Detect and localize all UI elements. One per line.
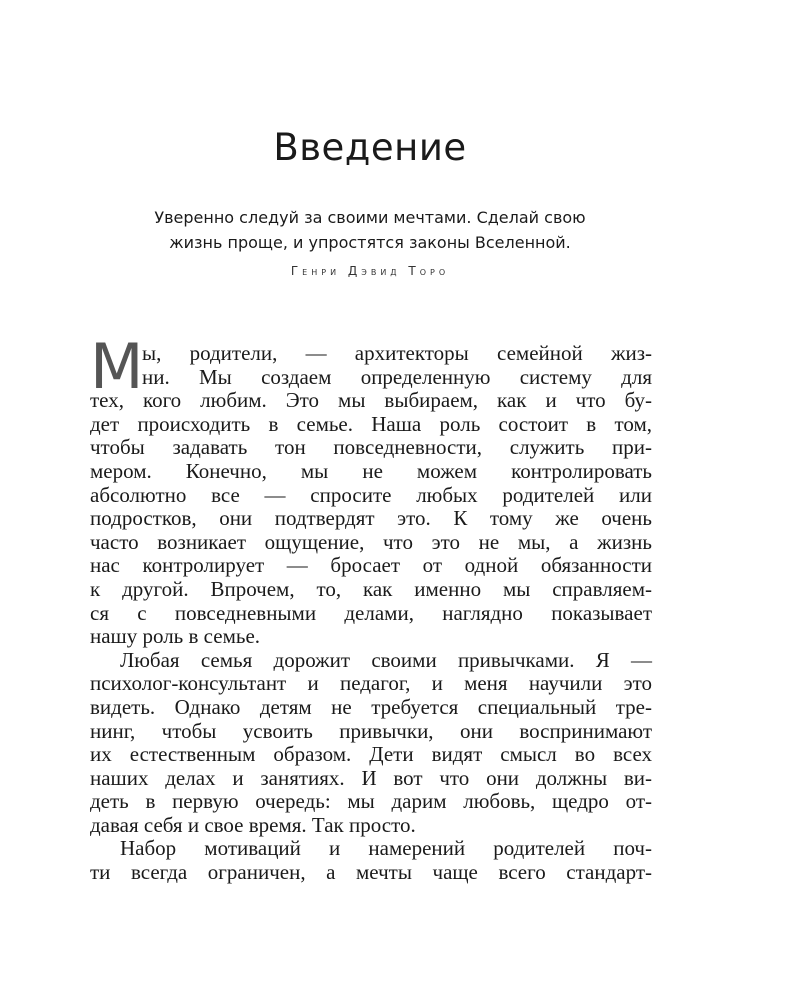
text-line: к другой. Впрочем, то, как именно мы справляем- [90, 576, 652, 601]
epigraph [100, 205, 640, 255]
text-line: тех, кого любим. Это мы выбираем, как и что бу- [90, 388, 652, 413]
text-line: ы, родители, — архитекторы семейной жиз- [142, 341, 652, 365]
epigraph-author: Генри Дэвид Торо [290, 264, 450, 278]
text-line: чтобы задавать тон повседневности, служить при- [90, 435, 652, 460]
drop-cap: М [90, 330, 144, 403]
text-line: подростков, они подтвердят это. К тому же очень [90, 506, 652, 531]
text-line: мером. Конечно, мы не можем контролировать [90, 458, 652, 483]
text-line: ти всегда ограничен, а мечты чаще всего стандарт- [90, 860, 652, 885]
text-line: дет происходить в семье. Наша роль состоит в том, [90, 411, 652, 436]
text-line: деть в первую очередь: мы дарим любовь, щедро от- [90, 789, 652, 814]
text-line: нас контролирует — бросает от одной обязанности [90, 553, 652, 578]
body-text [90, 330, 652, 885]
text-line: наших делах и занятиях. И вот что они должны ви- [90, 765, 652, 790]
text-line: видеть. Однако детям не требуется специальный тре- [90, 694, 652, 719]
text-line: нашу роль в семье. [90, 624, 261, 649]
text-line: ни. Мы создаем определенную систему для [142, 364, 652, 389]
text-line: психолог-консультант и педагог, и меня научили это [90, 671, 652, 696]
text-line: их естественным образом. Дети видят смысл во всех [90, 742, 652, 767]
text-line: ся с повседневными делами, наглядно показывает [90, 600, 652, 625]
text-line: нинг, чтобы усвоить привычки, они воспринимают [90, 718, 652, 743]
text-line: абсолютно все — спросите любых родителей или [90, 482, 652, 507]
chapter-title: Введение [273, 126, 467, 169]
text-line: часто возникает ощущение, что это не мы, а жизнь [90, 529, 652, 554]
text-line: Любая семья дорожит своими привычками. Я — [120, 647, 652, 672]
epigraph-line: жизнь проще, и упростятся законы Вселенной. [169, 233, 571, 252]
text-line: давая себя и свое время. Так просто. [90, 812, 416, 837]
epigraph-line: Уверенно следуй за своими мечтами. Сделай свою [154, 208, 586, 227]
text-line: Набор мотиваций и намерений родителей поч- [120, 836, 652, 861]
